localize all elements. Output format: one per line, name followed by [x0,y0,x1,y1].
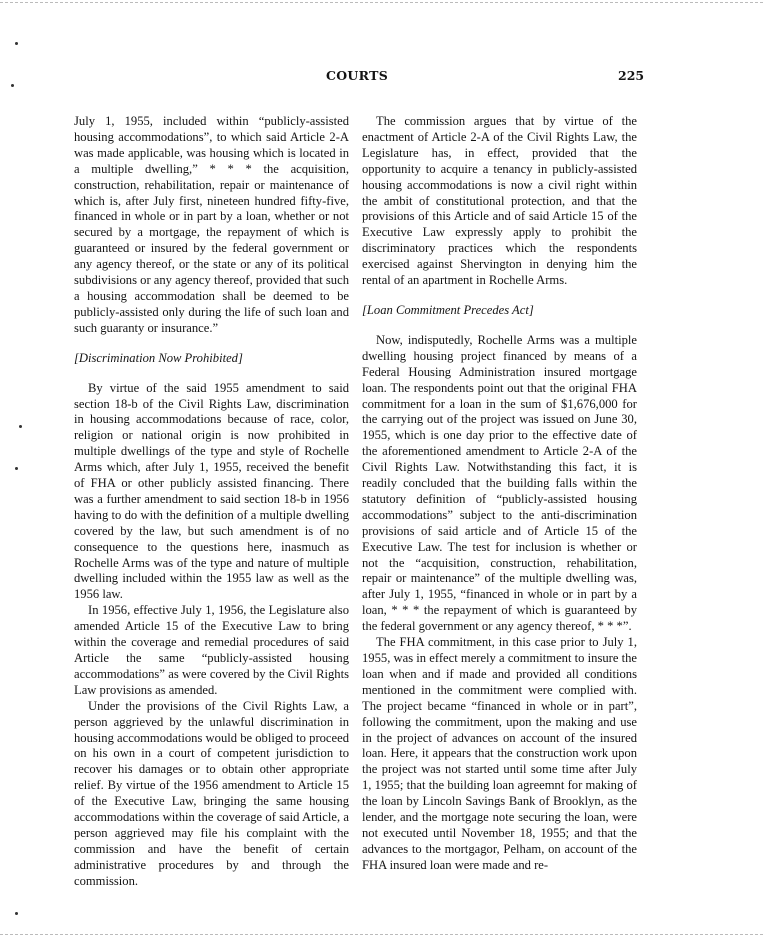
running-head: COURTS [326,68,389,83]
left-column [74,114,349,890]
right-column [362,114,637,874]
section-subheading: [Loan Commitment Precedes Act] [362,302,534,317]
bottom-border [0,934,763,935]
page-header [0,68,763,88]
paragraph: July 1, 1955, included within “publicly-assisted housing accommodations”, to which said Article 2-A was made applicable, was housing which is located in a multiple dwelling,” * * * the acquisition, construction, rehabilitation, repair or maintenance of which is, after July first, nineteen hundred fifty-five, financed in whole or in part by a loan, whether or not secured by a mortgage, the repayment of which is guaranteed or insured by the federal government or any agency thereof, or the state or any of its political subdivisions or any agency thereof, provided that such a housing accommodation shall be deemed to be publicly-assisted only during the life of such loan and such guaranty or insurance.” [74,114,349,335]
scan-speck [11,84,14,87]
top-border [0,2,763,3]
scan-speck [15,912,18,915]
paragraph: The FHA commitment, in this case prior to July 1, 1955, was in effect merely a commitment to insure the loan when and if made and provided all conditions mentioned in the commitment were complied with. The project became “financed in whole or in part”, following the commitment, upon the making and use in the project of advances on account of the insured loan. Here, it appears that the construction work upon the project was not started until some time after July 1, 1955; that the building loan agreemnt for making of the loan by Lincoln Savings Bank of Brooklyn, as the lender, and the mortgage note securing the loan, were not executed until November 18, 1955; and that the advances to the mortgagor, Pelham, on account of the FHA insured loan were made and re- [362,635,637,872]
section-subheading: [Discrimination Now Prohibited] [74,350,243,365]
paragraph: The commission argues that by virtue of the enactment of Article 2-A of the Civil Rights Law, the Legislature has, in effect, provided that the opportunity to acquire a tenancy in publicly-assisted housing accommodations is now a civil right within the ambit of constitutional protection, and that the provisions of this Article and of said Article 15 of the Executive Law expressly apply to prohibit the discriminatory practices which the respondents exercised against Shervington in denying him the rental of an apartment in Rochelle Arms. [362,114,637,288]
scan-speck [19,425,22,428]
scan-speck [15,467,18,470]
paragraph: Now, indisputedly, Rochelle Arms was a multiple dwelling housing project financed by means of a Federal Housing Administration insured mortgage loan. The respondents point out that the original FHA commitment for a loan in the sum of $1,676,000 for the carrying out of the project was issued on June 30, 1955, which is one day prior to the effective date of the aforementioned amendment to Article 2-A of the Civil Rights Law. Notwithstanding this fact, it is readily concluded that the building falls within the statutory definition of “publicly-assisted housing accommodations” subject to the anti-discrimination provisions of said article and of Article 15 of the Executive Law. The test for inclusion is whether or not the “acquisition, construction, rehabilitation, repair or maintenance” of the multiple dwelling was, after July 1, 1955, “financed in whole or in part by a loan, * * * the repayment of which is guaranteed by the federal government or any agency thereof, * * *”. [362,332,637,634]
paragraph: In 1956, effective July 1, 1956, the Legislature also amended Article 15 of the Executive Law to bring within the coverage and remedial procedures of said Article the same “publicly-assisted housing accommodations” as were covered by the Civil Rights Law provisions as amended. [74,603,349,697]
page-number: 225 [618,68,645,83]
paragraph: Under the provisions of the Civil Rights Law, a person aggrieved by the unlawful discrimination in housing accommodations would be obliged to proceed on his own in a court of competent jurisdiction to recover his damages or to obtain other appropriate relief. By virtue of the 1956 amendment to Article 15 of the Executive Law, bringing the same housing accommodations within the coverage of said Article, a person aggrieved may file his complaint with the commission and have the benefit of certain administrative procedures by and through the commission. [74,698,349,888]
scan-speck [15,42,18,45]
paragraph: By virtue of the said 1955 amendment to said section 18-b of the Civil Rights Law, discrimination in housing accommodations because of race, color, religion or national origin is now prohibited in multiple dwellings of the type and style of Rochelle Arms which, after July 1, 1955, received the benefit of FHA or other publicly assisted financing. There was a further amendment to said section 18-b in 1956 having to do with the definition of a multiple dwelling covered by the law, but such amendment is of no consequence to the questions here, inasmuch as Rochelle Arms was of the type and nature of multiple dwelling included within the 1955 law as well as the 1956 law. [74,380,349,602]
